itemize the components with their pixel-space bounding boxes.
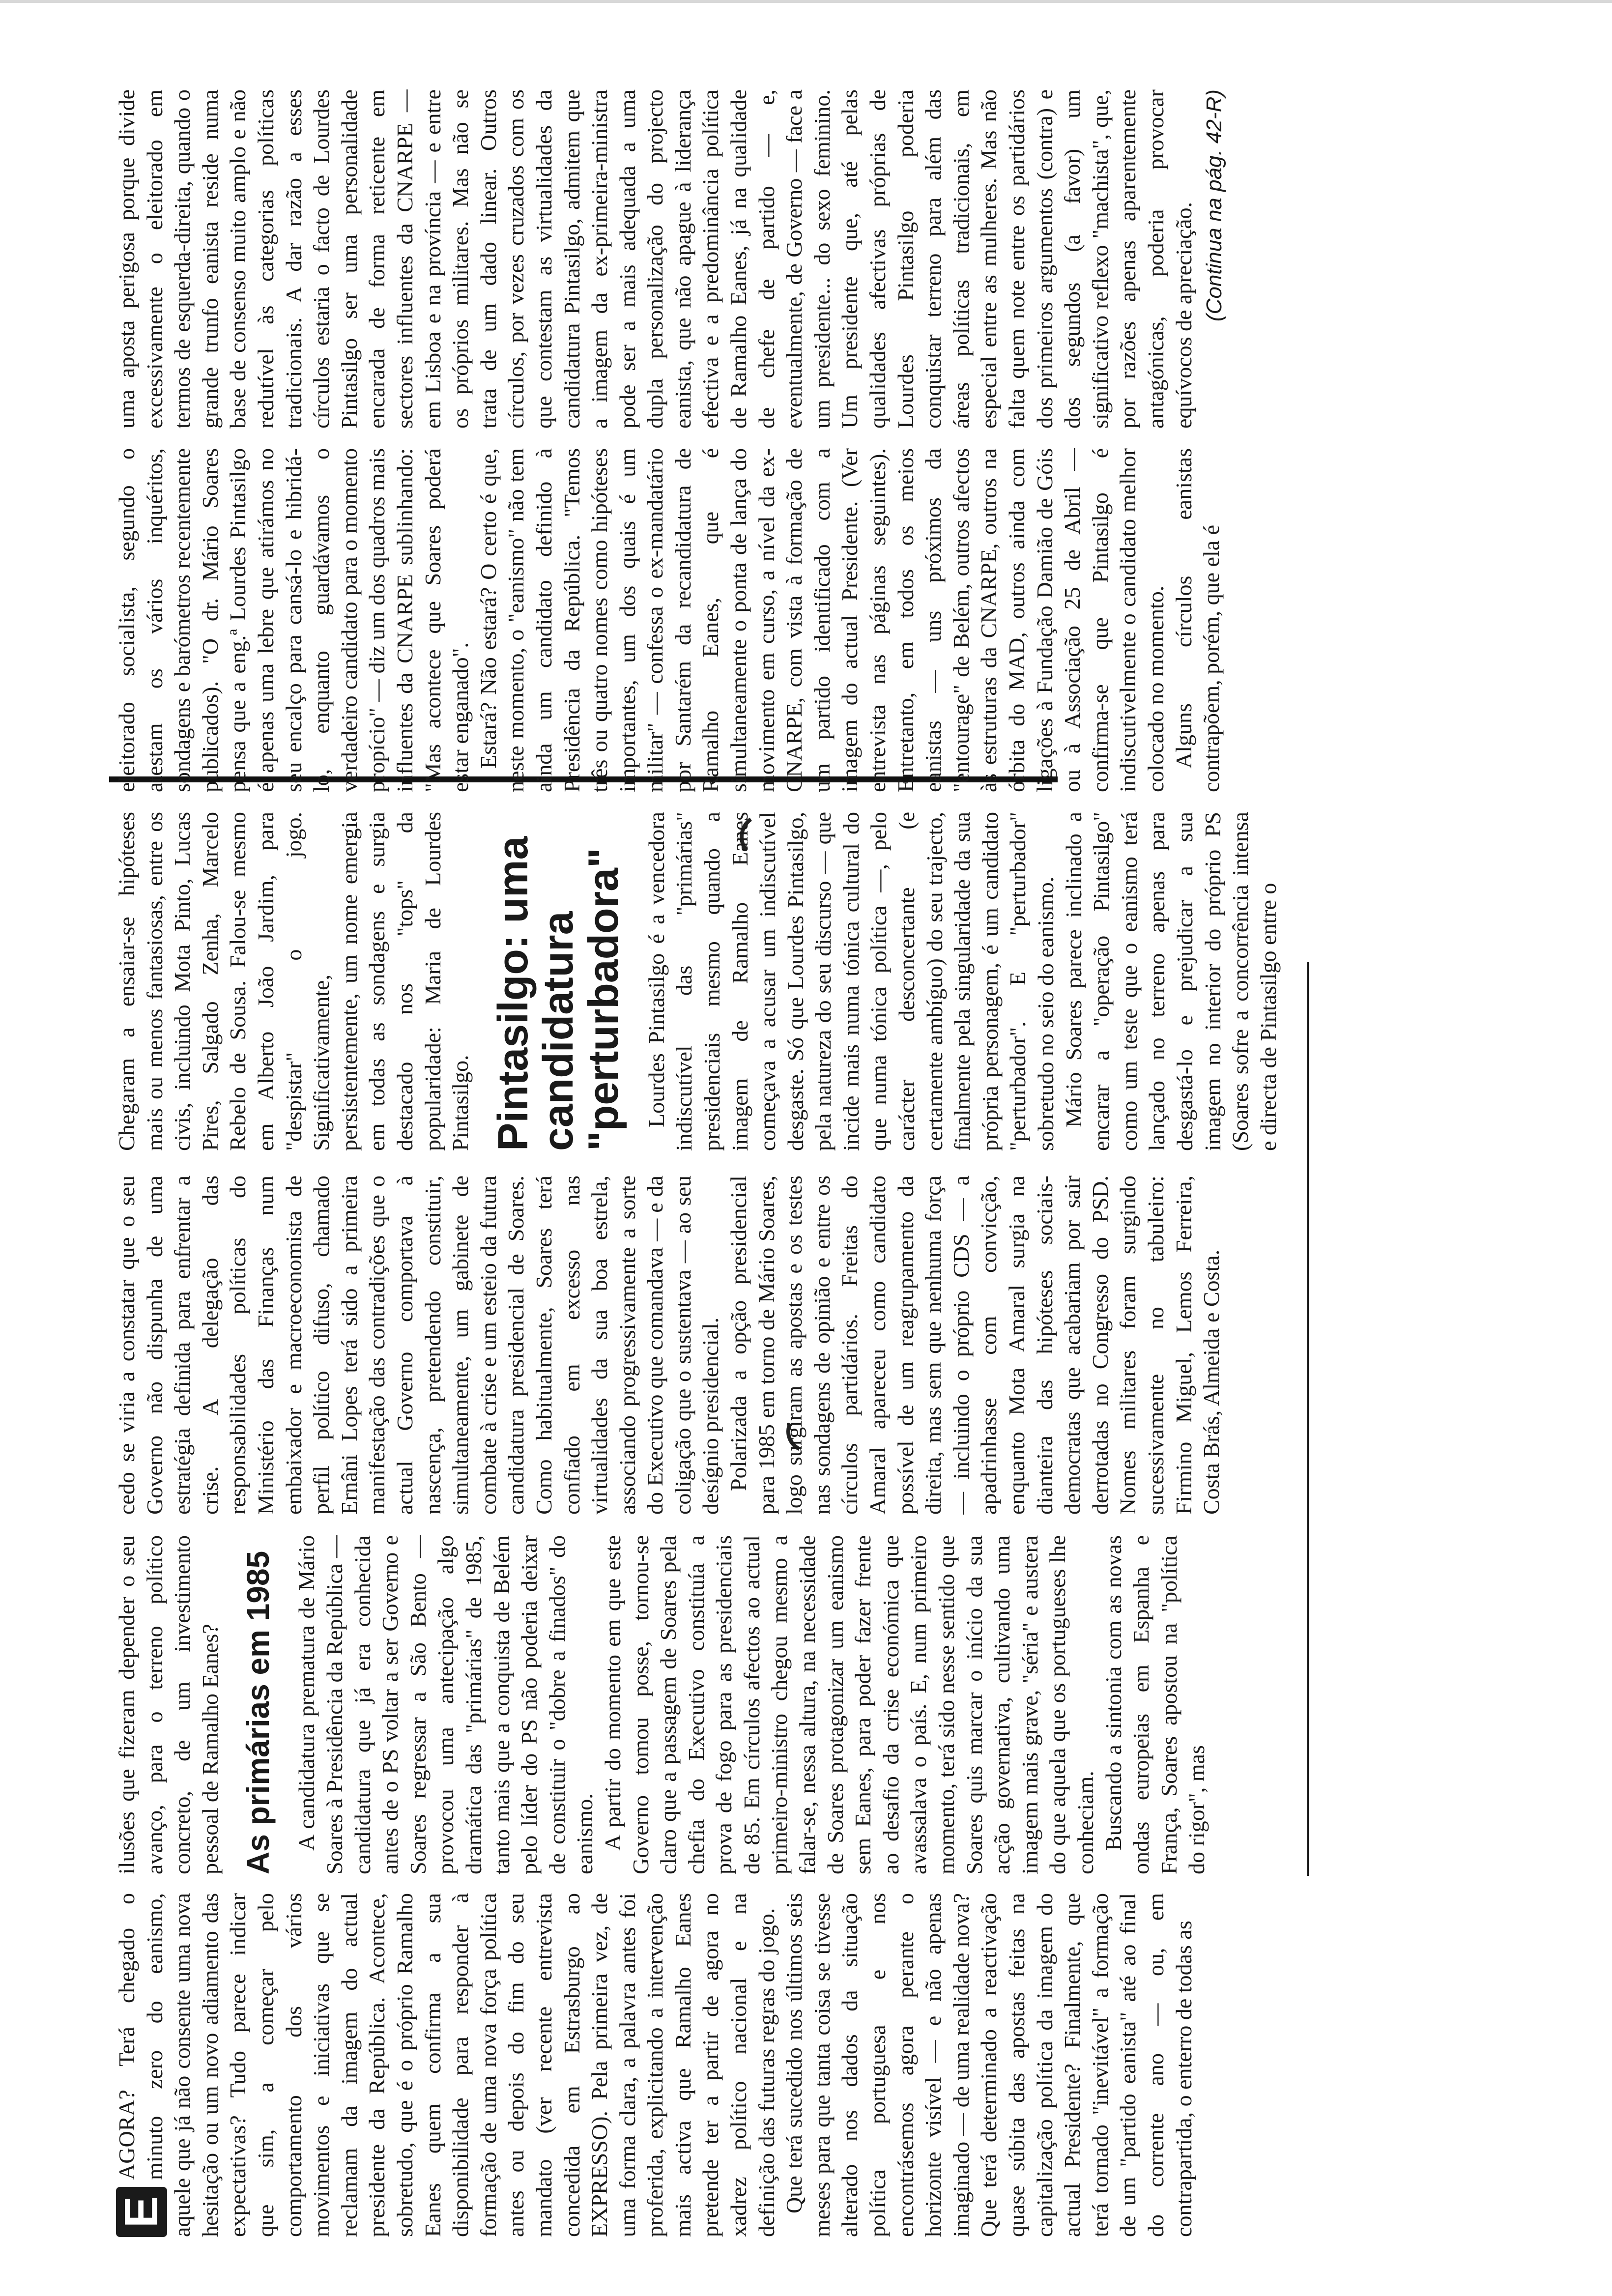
article-column-2 [113, 1535, 1578, 1874]
paragraph: eleitorado socialista, segundo o atestam os vários inquéritos, sondagens e barómetros recentemente publicados). "O dr. Mário Soares pensa que a eng.ª Lourdes Pintasilgo é apenas uma lebre que atirámos no seu encalço para cansá-lo e hibridá-lo, enquanto guardávamos o verdadeiro candidato para o momento propício" — diz um dos quadros mais influentes da CNARPE sublinhando: "Mas acontece que Soares poderá estar enganado". [114, 448, 473, 792]
paragraph: uma aposta perigosa porque divide excessivamente o eleitorado em termos de esquerda-direita, quando o grande trunfo eanista reside numa base de consenso muito amplo e não redutível às categorias políticas tradicionais. A dar razão a esses círculos estaria o facto de Lourdes Pintasilgo ser uma personalidade encarada de forma reticente em sectores influentes da CNARPE — em Lisboa e na província — e entre os próprios militares. Mas não se trata de um dado linear. Outros círculos, por vezes cruzados com os que contestam as virtualidades da candidatura Pintasilgo, admitem que a imagem da ex-primeira-ministra pode ser a mais adequada a uma dupla personalização do projecto eanista, que não apague à liderança efectiva e a predominância política de Ramalho Eanes, já na qualidade de chefe de partido — e, eventualmente, de Governo — face a um presidente... do sexo feminino. Um presidente que, até pelas qualidades afectivas próprias de Lourdes Pintasilgo poderia conquistar terreno para além das áreas políticas tradicionais, em especial entre as mulheres. Mas não falta quem note entre os partidários dos primeiros argumentos (contra) e dos segundos (a favor) um significativo reflexo "machista", que, por razões apenas aparentemente antagónicas, poderia provocar equívocos de apreciação. [114, 89, 1196, 429]
paragraph: AGORA? Terá chegado o minuto zero do eanismo, aquele que já não consente uma nova hesitação ou um novo adiamento das expectativas? Tudo parece indicar que sim, a começar pelo comportamento dos vários movimentos e iniciativas que se reclamam da imagem do actual presidente da República. Acontece, sobretudo, que é o próprio Ramalho Eanes quem confirma a sua disponibilidade para responder à formação de uma nova força política antes ou depois do fim do seu mandato (ver recente entrevista concedida em Estrasburgo ao EXPRESSO). Pela primeira vez, de uma forma clara, a palavra antes foi proferida, explicitando a intervenção mais activa que Ramalho Eanes pretende ter a partir de agora no xadrez político nacional e na definição das futuras regras do jogo. [114, 1893, 779, 2237]
paragraph: cedo se viria a constatar que o seu Governo não dispunha de uma estratégia definida para enfrentar a crise. A delegação das responsabilidades políticas do Ministério das Finanças num embaixador e macroeconomista de perfil político difuso, chamado Ernâni Lopes terá sido a primeira manifestação das contradições que o actual Governo comportava à nascença, pretendendo constituir, simultaneamente, um gabinete de combate à crise e um esteio da futura candidatura presidencial de Soares. Como habitualmente, Soares terá confiado em excesso nas virtualidades da sua boa estrela, associando progressivamente a sorte do Executivo que comandava — e da coligação que o sustentava — ao seu desígnio presidencial. [114, 1176, 723, 1515]
drop-cap-letter: E [116, 2187, 167, 2237]
section-heading-large: Pintasilgo: uma candidatura "perturbadora" [489, 836, 627, 1151]
paragraph: Que terá sucedido nos últimos seis meses para que tanta coisa se tivesse alterado nos dados da situação política portuguesa e nos encontrásemos agora perante o horizonte visível — e não apenas imaginado — de uma realidade nova? Que terá determinado a reactivação quase súbita das apostas feitas na capitalização política da imagem do actual Presidente? Finalmente, que terá tornado "inevitável" a formação de um "partido eanista" até ao final do corrente ano — ou, em contrapartida, o enterro de todas as [781, 1893, 1196, 2237]
paragraph: Polarizada a opção presidencial para 1985 em torno de Mário Soares, logo surgiram as apostas e os testes nas sondagens de opinião e entre os círculos partidários. Freitas do Amaral apareceu como candidato possível de um reagrupamento da direita, mas sem que nenhuma força — incluindo o próprio CDS — a apadrinhasse com convicção, enquanto Mota Amaral surgia na dianteira das hipóteses sociais-democratas que acabariam por sair derrotadas no Congresso do PSD. Nomes militares foram surgindo sucessivamente no tabuleiro: Firmino Miguel, Lemos Ferreira, Costa Brás, Almeida e Costa. [726, 1176, 1224, 1515]
section-heading: As primárias em 1985 [240, 1550, 276, 1874]
paragraph: Lourdes Pintasilgo é a vencedora indiscutível das "primárias" presidenciais mesmo quando a imagem de Ramalho Eanes começava a acusar um indiscutível desgaste. Só que Lourdes Pintasilgo, pela natureza do seu discurso — que incide mais numa tónica cultural do que numa tónica política —, pelo carácter desconcertante (e certamente ambíguo) do seu trajecto, finalmente pela singularidade da sua própria personagem, é um candidato "perturbador". E "perturbador" sobretudo no seio do eanismo. [643, 812, 1059, 1151]
continuation-note: (Continua na pág. 42-R) [1202, 89, 1227, 322]
paragraph: Mário Soares parece inclinado a encarar a "operação Pintasilgo" como um teste que o eanismo terá lançado no terreno apenas para desgastá-lo e prejudicar a sua imagem no interior do próprio PS (Soares sofre a concorrência intensa e directa de Pintasilgo entre o [1061, 812, 1281, 1151]
paragraph: ilusões que fizeram depender o seu avanço, para o terreno político concreto, de um investimento pessoal de Ramalho Eanes? [114, 1535, 223, 1874]
article-column-4 [113, 812, 1578, 1151]
article-column-6 [113, 89, 1578, 429]
paragraph: Alguns círculos eanistas contrapõem, porém, que ela é [1171, 448, 1224, 792]
article-column-3 [113, 1176, 1578, 1515]
paragraph: A partir do momento em que este Governo tomou posse, tornou-se claro que a passagem de Soares pela chefia do Executivo constituía a prova de fogo para as presidenciais de 85. Em círculos afectos ao actual primeiro-ministro chegou mesmo a falar-se, nessa altura, na necessidade de Soares protagonizar um eanismo sem Eanes, para poder fazer frente ao desafio da crise económica que avassalava o país. E, num primeiro momento, terá sido nesse sentido que Soares quis marcar o início da sua acção governativa, cultivando uma imagem mais grave, "séria" e austera do que aquela que os portugueses lhe conheciam. [600, 1535, 1098, 1874]
paragraph: Buscando a sintonia com as novas ondas europeias em Espanha e França, Soares apostou na "política do rigor", mas [1100, 1535, 1209, 1874]
article-column-1 [113, 1893, 1578, 2237]
paragraph: A candidatura prematura de Mário Soares à Presidência da República — candidatura que já era conhecida antes de o PS voltar a ser Governo e Soares regressar a São Bento — provocou uma antecipação algo dramática das "primárias" de 1985, tanto mais que a conquista de Belém pelo líder do PS não poderia deixar de constituir o "dobre a finados" do eanismo. [294, 1535, 598, 1874]
paragraph: Estará? Não estará? O certo é que, neste momento, o "eanismo" não tem ainda um candidato definido à Presidência da República. "Temos três ou quatro nomes como hipóteses importantes, um dos quais é um militar" — confessa o ex-mandatário por Santarém da recandidatura de Ramalho Eanes, que é simultaneamente o ponta de lança do movimento em curso, a nível da ex-CNARPE, com vista à formação de um partido identificado com a imagem do actual Presidente. (Ver entrevista nas páginas seguintes). Entretanto, em todos os meios eanistas — uns próximos da "entourage" de Belém, outros afectos às estruturas da CNARPE, outros na órbita do MAD, outros ainda com ligações à Fundação Damião de Góis ou à Associação 25 de Abril — confirma-se que Pintasilgo é indiscutivelmente o candidato melhor colocado no momento. [475, 448, 1168, 792]
paragraph: Chegaram a ensaiar-se hipóteses mais ou menos fantasiosas, entre os civis, incluindo Mota Pinto, Lucas Pires, Salgado Zenha, Marcelo Rebelo de Sousa. Falou-se mesmo em Alberto João Jardim, para "despistar" o jogo. Significativamente, persistentemente, um nome emergia em todas as sondagens e surgia destacado nos "tops" da popularidade: Maria de Lourdes Pintasilgo. [114, 812, 473, 1151]
article-column-5 [113, 448, 1578, 792]
